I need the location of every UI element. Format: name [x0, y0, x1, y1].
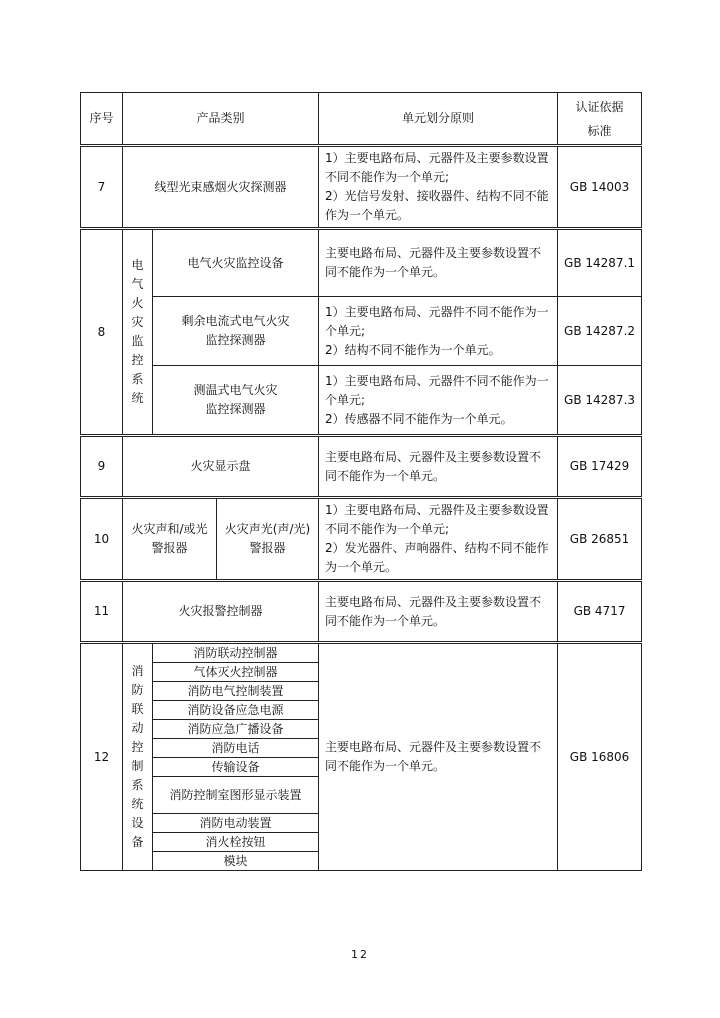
row8-item2-rule2: 2）结构不同不能作为一个单元。	[325, 342, 501, 357]
row12-standard: GB 16806	[558, 643, 642, 871]
row8-group	[123, 229, 153, 436]
table-header-row	[81, 93, 642, 146]
row7-rule1: 1）主要电路布局、元器件及主要参数设置不同不能作为一个单元;	[325, 151, 549, 184]
row12-item-7: 传输设备	[153, 758, 319, 777]
row7-rule2: 2）光信号发射、接收器件、结构不同不能作为一个单元。	[325, 189, 549, 222]
table-row-9	[81, 436, 642, 498]
row12-item-1: 消防联动控制器	[153, 643, 319, 663]
row7-standard: GB 14003	[558, 146, 642, 229]
row9-standard: GB 17429	[558, 436, 642, 498]
row8-item2-standard: GB 14287.2	[558, 297, 642, 366]
row12-item-4: 消防设备应急电源	[153, 701, 319, 720]
row7-no: 7	[81, 146, 123, 229]
row12-item-6: 消防电话	[153, 739, 319, 758]
header-rule: 单元划分原则	[319, 93, 558, 146]
row10-right-l1: 火灾声光(声/光)	[224, 522, 311, 536]
row8-item2-name	[153, 297, 319, 366]
row8-item3-standard: GB 14287.3	[558, 366, 642, 436]
row11-rule: 主要电路布局、元器件及主要参数设置不同不能作为一个单元。	[319, 581, 558, 643]
row10-right	[217, 498, 319, 581]
row10-rule2: 2）发光器件、声响器件、结构不同不能作为一个单元。	[325, 541, 549, 574]
row12-item-11: 模块	[153, 852, 319, 871]
unit-division-table	[80, 92, 642, 871]
table-row-8c	[81, 366, 642, 436]
row8-item3-rule	[319, 366, 558, 436]
row12-item-5: 消防应急广播设备	[153, 720, 319, 739]
row8-item1-name: 电气火灾监控设备	[153, 229, 319, 297]
table-row-10	[81, 498, 642, 581]
row12-item-9: 消防电动装置	[153, 814, 319, 833]
row8-item3-name-l2: 监控探测器	[205, 402, 266, 416]
row7-category: 线型光束感烟火灾探测器	[123, 146, 319, 229]
row10-left	[123, 498, 217, 581]
header-no: 序号	[81, 93, 123, 146]
row12-item-8: 消防控制室图形显示装置	[153, 777, 319, 814]
row12-item-3: 消防电气控制装置	[153, 682, 319, 701]
row10-right-l2: 警报器	[249, 541, 286, 555]
row9-no: 9	[81, 436, 123, 498]
header-standard	[558, 93, 642, 146]
row8-item3-rule1: 1）主要电路布局、元器件不同不能作为一个单元;	[325, 373, 549, 407]
row8-item2-rule1: 1）主要电路布局、元器件不同不能作为一个单元;	[325, 304, 549, 338]
row8-item2-rule	[319, 297, 558, 366]
row8-no: 8	[81, 229, 123, 436]
row8-item1-standard: GB 14287.1	[558, 229, 642, 297]
row10-standard: GB 26851	[558, 498, 642, 581]
row10-left-l1: 火灾声和/或光	[131, 522, 208, 536]
row9-rule: 主要电路布局、元器件及主要参数设置不同不能作为一个单元。	[319, 436, 558, 498]
row7-rule	[319, 146, 558, 229]
page-number: 12	[351, 948, 369, 961]
row8-item2-name-l2: 监控探测器	[205, 333, 266, 347]
row12-group	[123, 643, 153, 871]
row8-item1-rule: 主要电路布局、元器件及主要参数设置不同不能作为一个单元。	[319, 229, 558, 297]
header-standard-line2: 标准	[587, 123, 612, 138]
table-row-8b	[81, 297, 642, 366]
row12-rule: 主要电路布局、元器件及主要参数设置不同不能作为一个单元。	[319, 643, 558, 871]
row11-standard: GB 4717	[558, 581, 642, 643]
row12-no: 12	[81, 643, 123, 871]
row8-item3-name-l1: 测温式电气火灾	[193, 383, 278, 397]
row8-item3-name	[153, 366, 319, 436]
row12-item-10: 消火栓按钮	[153, 833, 319, 852]
row12-group-text: 消防联动控制系统设备	[131, 664, 144, 849]
table-row-11	[81, 581, 642, 643]
row10-rule1: 1）主要电路布局、元器件及主要参数设置不同不能作为一个单元;	[325, 503, 549, 536]
row10-rule	[319, 498, 558, 581]
row11-category: 火灾报警控制器	[123, 581, 319, 643]
row11-no: 11	[81, 581, 123, 643]
row8-item3-rule2: 2）传感器不同不能作为一个单元。	[325, 411, 513, 426]
row10-left-l2: 警报器	[151, 541, 188, 555]
row9-category: 火灾显示盘	[123, 436, 319, 498]
row12-item-2: 气体灭火控制器	[153, 663, 319, 682]
table-row-12-1	[81, 643, 642, 663]
table-row-8a	[81, 229, 642, 297]
row8-item2-name-l1: 剩余电流式电气火灾	[181, 314, 290, 328]
row8-group-text: 电气火灾监控系统	[131, 258, 144, 405]
header-category: 产品类别	[123, 93, 319, 146]
row10-no: 10	[81, 498, 123, 581]
header-standard-line1: 认证依据	[575, 99, 624, 114]
table-row-7	[81, 146, 642, 229]
